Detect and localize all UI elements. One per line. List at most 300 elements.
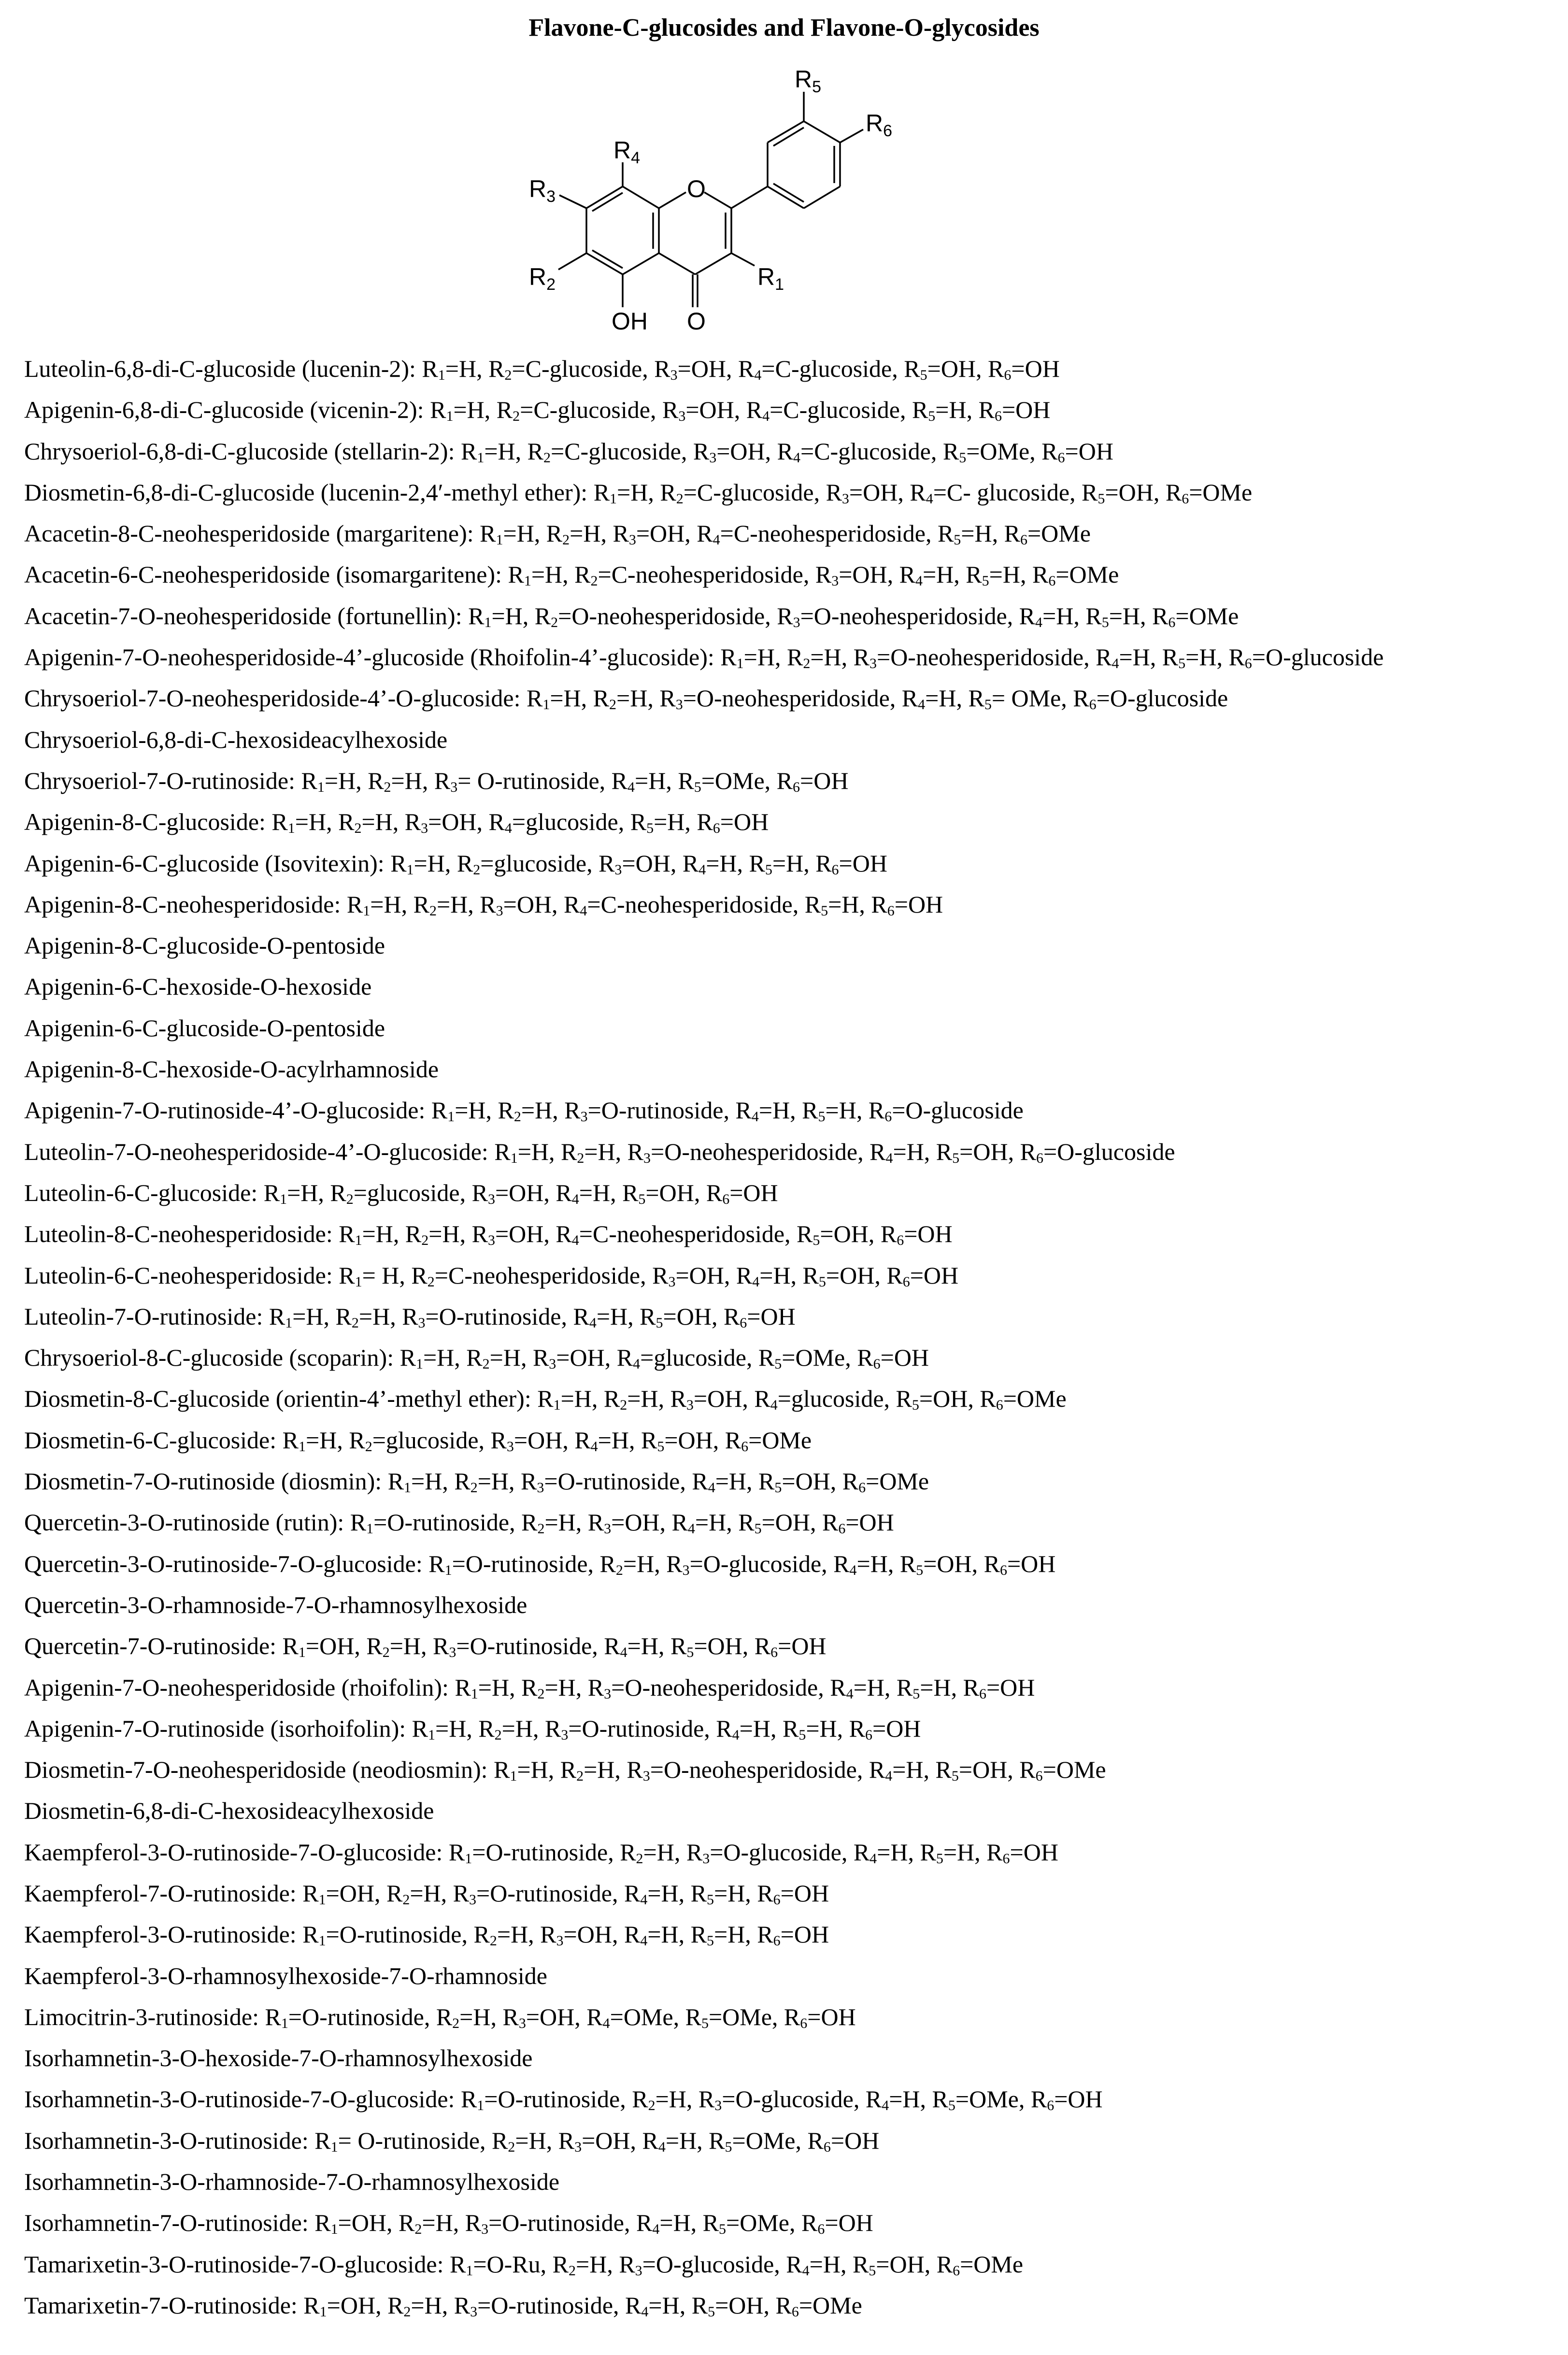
substituent-r4: OMe bbox=[623, 2003, 673, 2030]
substituent-r2: H bbox=[442, 1220, 460, 1248]
substituent-r3: O-rutinoside bbox=[582, 1714, 704, 1742]
compound-name: Diosmetin-7-O-neohesperidoside (neodiosmin): bbox=[24, 1756, 488, 1784]
substituent-r4: H bbox=[679, 2127, 697, 2154]
substituent-r3: OH bbox=[577, 1921, 612, 1948]
substituent-r6: OH bbox=[1068, 2085, 1103, 2113]
substituent-r4: H bbox=[936, 561, 954, 588]
compound-entry bbox=[24, 1588, 1383, 1629]
compound-entry: Diosmetin-6-C-glucoside: $R_1=H$, $R_2=glucoside$, $R_3=OH$, $R_4=H$, $R_5=OH$, $R_6=OMe$ bbox=[24, 1426, 812, 1455]
substituent-r5: H bbox=[1199, 643, 1217, 671]
substituent-r5: H bbox=[667, 808, 685, 836]
substituent-r6: OMe bbox=[879, 1468, 929, 1495]
substituent-r2: C-glucoside bbox=[564, 437, 681, 465]
substituent-r5: H bbox=[949, 396, 967, 424]
substituent-r4: H bbox=[870, 1550, 888, 1577]
compound-name: Chrysoeriol-6,8-di-C-hexosideacylhexoside bbox=[24, 726, 448, 753]
substituent-r1: OH bbox=[319, 1632, 355, 1660]
substituent-r4: H bbox=[719, 849, 737, 877]
substituent-r6: OMe bbox=[1202, 478, 1253, 506]
compound-entry: Apigenin-7-O-rutinoside (isorhoifolin): $R_1=H$, $R_2=H$, $R_3=O$-rutinoside, $R_4=H$, $R_5=H$, $R_6=OH$ bbox=[24, 1714, 921, 1743]
substituent-r3: O-rutinoside bbox=[471, 767, 599, 794]
substituent-r1: H bbox=[757, 643, 775, 671]
compound-name: Acacetin-6-C-neohesperidoside (isomargaritene): bbox=[24, 561, 502, 588]
substituent-r6: OH bbox=[733, 808, 769, 836]
substituent-r4: H bbox=[1132, 643, 1150, 671]
substituent-r6: OH bbox=[838, 2209, 873, 2237]
compound-name: Tamarixetin-7-O-rutinoside: bbox=[24, 2291, 298, 2319]
substituent-r4: H bbox=[902, 2085, 920, 2113]
substituent-r2: H bbox=[528, 2127, 546, 2154]
substituent-r3: O-neohesperidoside bbox=[664, 1138, 858, 1165]
substituent-r1: H bbox=[574, 1385, 592, 1413]
substituent-r5: OH bbox=[676, 1302, 712, 1330]
substituent-r2: H bbox=[558, 1673, 576, 1701]
substituent-r4: H bbox=[773, 1261, 791, 1289]
compound-entry: Diosmetin-6,8-di-C-glucoside (lucenin-2,4′-methyl ether): $R_1=H$, $R_2=C$-glucoside, $R_3=OH$, $R_4=C-$ glucoside, $R_5=OH$, $R_6=OMe$ bbox=[24, 478, 1253, 507]
substituent-r6: OH bbox=[1015, 396, 1051, 424]
substituent-r2: H bbox=[450, 890, 468, 918]
compound-entry: Apigenin-7-O-rutinoside-4’-O-glucoside: $R_1=H$, $R_2=H$, $R_3=O$-rutinoside, $R_4=H$, $R_5=H$, $R_6=O$-glucoside bbox=[24, 1097, 1024, 1125]
substituent-r3: OH bbox=[650, 520, 685, 547]
compound-entry: Luteolin-6-C-glucoside: $R_1=H$, $R_2=glucoside$, $R_3=OH$, $R_4=H$, $R_5=OH$, $R_6=OH$ bbox=[24, 1179, 778, 1207]
compound-name: Isorhamnetin-3-O-rutinoside-7-O-glucoside: bbox=[24, 2085, 455, 2113]
compound-entry: Chrysoeriol-8-C-glucoside (scoparin): $R_1=H$, $R_2=H$, $R_3=OH$, $R_4=glucoside$, $R_5=OMe$, $R_6=OH$ bbox=[24, 1344, 929, 1372]
flavone-core-structure bbox=[0, 0, 1568, 338]
substituent-r6: OH bbox=[794, 1879, 829, 1907]
substituent-r2: H bbox=[597, 1756, 615, 1784]
substituent-r6: OMe bbox=[1041, 520, 1091, 547]
compound-entry: Chrysoeriol-7-O-rutinoside: $R_1=H$, $R_2=H$, $R_3=$ O-rutinoside, $R_4=H$, $R_5=OMe$, $R_6=OH$ bbox=[24, 767, 849, 795]
substituent-r2: H bbox=[558, 1509, 576, 1536]
substituent-r2: H bbox=[473, 2003, 491, 2030]
compound-name: Quercetin-3-O-rutinoside-7-O-glucoside: bbox=[24, 1550, 423, 1577]
substituent-r5: H bbox=[786, 849, 804, 877]
substituent-r5: OMe bbox=[980, 437, 1030, 465]
substituent-r2: H bbox=[491, 1468, 509, 1495]
substituent-r1: O-rutinoside bbox=[387, 1509, 510, 1536]
substituent-r1: OH bbox=[340, 2291, 376, 2319]
substituent-r2: C-glucoside bbox=[697, 478, 814, 506]
substituent-r3: OH bbox=[516, 890, 552, 918]
compound-entry bbox=[24, 2041, 1383, 2082]
substituent-r3: OH bbox=[730, 437, 765, 465]
compound-entry: Apigenin-6,8-di-C-glucoside (vicenin-2): $R_1=H$, $R_2=C$-glucoside, $R_3=OH$, $R_4=C$-glucoside, $R_5=H$, $R_6=OH$ bbox=[24, 396, 1051, 425]
substituent-r6: OMe bbox=[1069, 561, 1119, 588]
r2-label: $R_2$ bbox=[529, 263, 556, 294]
substituent-r4: H bbox=[728, 1468, 746, 1495]
compound-name: Apigenin-6,8-di-C-glucoside (vicenin-2): bbox=[24, 396, 424, 424]
compound-name: Acacetin-7-O-neohesperidoside (fortunellin): bbox=[24, 602, 462, 629]
substituent-r6: OH bbox=[917, 1220, 953, 1248]
compound-name: Isorhamnetin-7-O-rutinoside: bbox=[24, 2209, 309, 2237]
compound-entry: Apigenin-8-C-neohesperidoside: $R_1=H$, $R_2=H$, $R_3=OH$, $R_4=C$-neohesperidoside, $R_5=H$, $R_6=OH$ bbox=[24, 890, 943, 919]
substituent-r6: OH bbox=[1025, 355, 1060, 382]
substituent-r1: H bbox=[384, 890, 401, 918]
compound-name: Isorhamnetin-3-O-rhamnoside-7-O-rhamnosylhexoside bbox=[24, 2168, 560, 2196]
substituent-r6: OMe bbox=[973, 2250, 1024, 2278]
compound-entry: Tamarixetin-3-O-rutinoside-7-O-glucoside: $R_1=O-Ru$, $R_2=H$, $R_3=O$-glucoside, $R_4=H$, $R_5=OH$, $R_6=OMe$ bbox=[24, 2250, 1024, 2279]
compound-entry: Diosmetin-7-O-rutinoside (diosmin): $R_1=H$, $R_2=H$, $R_3=O$-rutinoside, $R_4=H$, $R_5=OH$, $R_6=OMe$ bbox=[24, 1468, 929, 1496]
substituent-r6: OMe bbox=[762, 1426, 812, 1454]
substituent-r3: OH bbox=[707, 1385, 742, 1413]
compound-entry bbox=[24, 723, 1383, 764]
substituent-r6: OH bbox=[1021, 1550, 1056, 1577]
compound-name: Apigenin-7-O-rutinoside (isorhoifolin): bbox=[24, 1714, 406, 1742]
substituent-r5: OMe bbox=[722, 2003, 772, 2030]
substituent-r1: H bbox=[308, 808, 327, 836]
substituent-r6: OH bbox=[908, 890, 943, 918]
substituent-r2: H bbox=[404, 767, 422, 794]
compound-name: Quercetin-3-O-rhamnoside-7-O-rhamnosylhexoside bbox=[24, 1591, 527, 1618]
compound-name: Apigenin-7-O-neohesperidoside (rhoifolin): bbox=[24, 1673, 449, 1701]
substituent-r4: H bbox=[939, 685, 956, 712]
substituent-r4: C-neohesperidoside bbox=[592, 1220, 785, 1248]
substituent-r2: H bbox=[583, 520, 601, 547]
substituent-r3: O-neohesperidoside bbox=[625, 1673, 818, 1701]
substituent-r4: H bbox=[867, 1673, 884, 1701]
substituent-r4: C-glucoside bbox=[775, 355, 892, 382]
substituent-r2: H bbox=[669, 2085, 686, 2113]
hydroxyl-label: OH bbox=[612, 308, 648, 335]
compound-entry: Acacetin-8-C-neohesperidoside (margaritene): $R_1=H$, $R_2=H$, $R_3=OH$, $R_4=C$-neohesperidoside, $R_5=H$, $R_6=OMe$ bbox=[24, 520, 1091, 548]
compound-entry: Apigenin-7-O-neohesperidoside-4’-glucoside (Rhoifolin-4’-glucoside): $R_1=H$, $R_2=H$, $R_3=O$-neohesperidoside, $R_4=H$, $R_5=H$, $R_6=O$-glucoside bbox=[24, 643, 1384, 672]
substituent-r1: H bbox=[492, 1673, 510, 1701]
substituent-r2: H bbox=[423, 1879, 441, 1907]
substituent-r1: H bbox=[468, 1097, 486, 1124]
substituent-r2: H bbox=[656, 1838, 674, 1866]
substituent-r4: C- glucoside bbox=[946, 478, 1070, 506]
substituent-r3: OH bbox=[509, 1220, 544, 1248]
compound-name: Luteolin-7-O-rutinoside: bbox=[24, 1302, 263, 1330]
substituent-r3: O-neohesperidoside bbox=[663, 1756, 857, 1784]
compound-entry bbox=[24, 1959, 1383, 2000]
substituent-r6: OH bbox=[1000, 1673, 1035, 1701]
substituent-r3: OH bbox=[540, 2003, 575, 2030]
substituent-r1: H bbox=[458, 355, 477, 382]
compound-entry: Apigenin-7-O-neohesperidoside (rhoifolin): $R_1=H$, $R_2=H$, $R_3=O$-neohesperidoside, $R_4=H$, $R_5=H$, $R_6=OH$ bbox=[24, 1673, 1035, 1702]
compound-entry bbox=[24, 1794, 1383, 1835]
compound-name: Tamarixetin-3-O-rutinoside-7-O-glucoside: bbox=[24, 2250, 444, 2278]
substituent-r4: H bbox=[661, 1921, 679, 1948]
substituent-r3: OH bbox=[852, 561, 887, 588]
compound-entry bbox=[24, 2165, 1383, 2206]
substituent-r2: H bbox=[515, 1714, 533, 1742]
substituent-r3: O-rutinoside bbox=[502, 2209, 624, 2237]
substituent-r6: OH bbox=[859, 1509, 894, 1536]
substituent-r3: OH bbox=[699, 396, 734, 424]
substituent-r2: glucoside bbox=[385, 1426, 479, 1454]
carbonyl-oxygen-label: O bbox=[687, 308, 706, 335]
substituent-r3: O-rutinoside bbox=[490, 1879, 612, 1907]
substituent-r1: H bbox=[300, 1179, 318, 1206]
substituent-r2: C-glucoside bbox=[533, 396, 650, 424]
substituent-r3: O-rutinoside bbox=[439, 1302, 561, 1330]
substituent-r1: H bbox=[449, 1714, 467, 1742]
substituent-r1: H bbox=[375, 1261, 399, 1289]
substituent-r4: H bbox=[906, 1756, 924, 1784]
substituent-r6: O-glucoside bbox=[1266, 643, 1384, 671]
substituent-r6: OH bbox=[821, 2003, 856, 2030]
substituent-r5: OMe bbox=[714, 767, 765, 794]
substituent-r5: OH bbox=[840, 1261, 875, 1289]
compound-name: Diosmetin-6,8-di-C-glucoside (lucenin-2,4′-methyl ether): bbox=[24, 478, 588, 506]
substituent-r3: O-glucoside bbox=[735, 2085, 854, 2113]
compound-entry bbox=[24, 1052, 1383, 1093]
substituent-r4: H bbox=[772, 1097, 790, 1124]
substituent-r6: OH bbox=[813, 767, 849, 794]
substituent-r2: H bbox=[630, 685, 648, 712]
substituent-r2: H bbox=[637, 1550, 655, 1577]
substituent-r6: OH bbox=[844, 2127, 880, 2154]
compound-entry: Acacetin-7-O-neohesperidoside (fortunellin): $R_1=H$, $R_2=O$-neohesperidoside, $R_3=O$-neohesperidoside, $R_4=H$, $R_5=H$, $R_6=OMe$ bbox=[24, 602, 1239, 630]
substituent-r3: OH bbox=[527, 1426, 563, 1454]
substituent-r2: H bbox=[511, 1921, 528, 1948]
substituent-r3: O-glucoside bbox=[656, 2250, 774, 2278]
compound-entry: Luteolin-6-C-neohesperidoside: $R_1= H$, $R_2=C$-neohesperidoside, $R_3=OH$, $R_4=H$, $R_5=OH$, $R_6=OH$ bbox=[24, 1261, 959, 1290]
substituent-r4: C-neohesperidoside bbox=[733, 520, 926, 547]
substituent-r5: OH bbox=[941, 355, 976, 382]
substituent-r1: H bbox=[530, 1756, 548, 1784]
substituent-r5: OH bbox=[973, 1138, 1008, 1165]
compound-name: Diosmetin-6-C-glucoside: bbox=[24, 1426, 277, 1454]
compound-name: Apigenin-8-C-glucoside-O-pentoside bbox=[24, 932, 385, 959]
compound-entry: Acacetin-6-C-neohesperidoside (isomargaritene): $R_1=H$, $R_2=C$-neohesperidoside, $R_3=OH$, $R_4=H$, $R_5=H$, $R_6=OMe$ bbox=[24, 561, 1119, 589]
substituent-r1: O-Ru bbox=[486, 2250, 541, 2278]
compound-name: Apigenin-6-C-hexoside-O-hexoside bbox=[24, 973, 372, 1000]
substituent-r2: O-neohesperidoside bbox=[571, 602, 765, 629]
substituent-r5: OH bbox=[937, 1550, 972, 1577]
substituent-r4: H bbox=[662, 2291, 680, 2319]
compound-name: Apigenin-8-C-neohesperidoside: bbox=[24, 890, 341, 918]
substituent-r1: H bbox=[375, 1220, 393, 1248]
substituent-r3: O-rutinoside bbox=[491, 2291, 613, 2319]
r4-label: $R_4$ bbox=[613, 137, 641, 167]
substituent-r6: OMe bbox=[1056, 1756, 1106, 1784]
compound-entry: Isorhamnetin-7-O-rutinoside: $R_1=OH$, $R_2=H$, $R_3=O$-rutinoside, $R_4=H$, $R_5=OMe$, $R_6=OH$ bbox=[24, 2209, 873, 2238]
compound-name: Diosmetin-6,8-di-C-hexosideacylhexoside bbox=[24, 1797, 434, 1825]
substituent-r5: OMe bbox=[740, 2209, 789, 2237]
substituent-r4: H bbox=[709, 1509, 727, 1536]
substituent-r4: C-neohesperidoside bbox=[600, 890, 793, 918]
substituent-r2: H bbox=[535, 1097, 553, 1124]
compound-name: Chrysoeriol-8-C-glucoside (scoparin): bbox=[24, 1344, 394, 1371]
compound-entry: Luteolin-8-C-neohesperidoside: $R_1=H$, $R_2=H$, $R_3=OH$, $R_4=C$-neohesperidoside, $R_5=OH$, $R_6=OH$ bbox=[24, 1220, 953, 1249]
substituent-r4: H bbox=[823, 2250, 841, 2278]
compound-name: Kaempferol-3-O-rutinoside-7-O-glucoside: bbox=[24, 1838, 443, 1866]
substituent-r3: OH bbox=[442, 808, 477, 836]
substituent-r5: H bbox=[819, 1714, 837, 1742]
substituent-r1: O-rutinoside bbox=[465, 1550, 588, 1577]
compound-name: Chrysoeriol-7-O-neohesperidoside-4’-O-glucoside: bbox=[24, 685, 521, 712]
substituent-r5: OH bbox=[678, 1426, 713, 1454]
compound-name: Diosmetin-7-O-rutinoside (diosmin): bbox=[24, 1468, 382, 1495]
substituent-r1: H bbox=[427, 849, 445, 877]
substituent-r2: H bbox=[598, 1138, 615, 1165]
substituent-r6: OH bbox=[794, 1921, 829, 1948]
compound-entry: Kaempferol-3-O-rutinoside-7-O-glucoside: $R_1=O$-rutinoside, $R_2=H$, $R_3=O$-glucoside, $R_4=H$, $R_5=H$, $R_6=OH$ bbox=[24, 1838, 1058, 1867]
substituent-r5: OMe bbox=[745, 2127, 796, 2154]
compound-entry: Quercetin-3-O-rutinoside-7-O-glucoside: $R_1=O$-rutinoside, $R_2=H$, $R_3=O$-glucoside, $R_4=H$, $R_5=OH$, $R_6=OH$ bbox=[24, 1550, 1056, 1578]
compound-entry: Tamarixetin-7-O-rutinoside: $R_1=OH$, $R_2=H$, $R_3=O$-rutinoside, $R_4=H$, $R_5=OH$, $R_6=OMe$ bbox=[24, 2291, 862, 2320]
substituent-r4: H bbox=[1056, 602, 1074, 629]
substituent-r1: H bbox=[425, 1468, 442, 1495]
substituent-r5: OH bbox=[933, 1385, 968, 1413]
substituent-r4: H bbox=[906, 1138, 924, 1165]
substituent-r3: O-neohesperidoside bbox=[890, 643, 1084, 671]
substituent-r6: OH bbox=[743, 1179, 778, 1206]
substituent-r3: OH bbox=[595, 2127, 630, 2154]
substituent-r1: H bbox=[467, 396, 485, 424]
substituent-r2: H bbox=[372, 1302, 390, 1330]
substituent-r1: H bbox=[498, 437, 515, 465]
substituent-r3: O-neohesperidoside bbox=[813, 602, 1007, 629]
substituent-r2: H bbox=[589, 2250, 607, 2278]
substituent-r3: OH bbox=[570, 1344, 605, 1371]
compound-name: Apigenin-6-C-glucoside-O-pentoside bbox=[24, 1014, 385, 1042]
substituent-r4: C-glucoside bbox=[814, 437, 931, 465]
substituent-r3: O-glucoside bbox=[703, 1550, 822, 1577]
substituent-r2: C-neohesperidoside bbox=[448, 1261, 641, 1289]
substituent-r6: OH bbox=[894, 1344, 929, 1371]
compound-entry: Chrysoeriol-7-O-neohesperidoside-4’-O-glucoside: $R_1=H$, $R_2=H$, $R_3=O$-neohesperidoside, $R_4=H$, $R_5=$ OMe, $R_6=O$-glucoside bbox=[24, 685, 1228, 713]
compound-entry: Isorhamnetin-3-O-rutinoside-7-O-glucoside: $R_1=O$-rutinoside, $R_2=H$, $R_3=O$-glucoside, $R_4=H$, $R_5=OMe$, $R_6=OH$ bbox=[24, 2085, 1103, 2114]
substituent-r6: OH bbox=[1023, 1838, 1058, 1866]
substituent-r5: OH bbox=[707, 1632, 742, 1660]
compound-name: Apigenin-7-O-rutinoside-4’-O-glucoside: bbox=[24, 1097, 426, 1124]
compound-entry: Luteolin-7-O-rutinoside: $R_1=H$, $R_2=H$, $R_3=O$-rutinoside, $R_4=H$, $R_5=OH$, $R_6=OH$ bbox=[24, 1302, 796, 1331]
substituent-r5: H bbox=[841, 890, 859, 918]
substituent-r1: H bbox=[319, 1426, 337, 1454]
substituent-r6: OH bbox=[1078, 437, 1113, 465]
substituent-r4: H bbox=[648, 767, 666, 794]
compound-entry: Apigenin-6-C-glucoside (Isovitexin): $R_1=H$, $R_2=glucoside$, $R_3=OH$, $R_4=H$, $R_5=H$, $R_6=OH$ bbox=[24, 849, 887, 878]
substituent-r5: OH bbox=[795, 1468, 830, 1495]
substituent-r1: H bbox=[505, 602, 523, 629]
substituent-r4: H bbox=[641, 1632, 658, 1660]
substituent-r2: H bbox=[375, 808, 393, 836]
substituent-r3: OH bbox=[691, 355, 727, 382]
compound-entry: Quercetin-7-O-rutinoside: $R_1=OH$, $R_2=H$, $R_3=O$-rutinoside, $R_4=H$, $R_5=OH$, $R_6=OH$ bbox=[24, 1632, 827, 1661]
compound-name: Quercetin-3-O-rutinoside (rutin): bbox=[24, 1509, 344, 1536]
compound-name: Isorhamnetin-3-O-hexoside-7-O-rhamnosylhexoside bbox=[24, 2044, 533, 2072]
compound-entry: Diosmetin-8-C-glucoside (orientin-4’-methyl ether): $R_1=H$, $R_2=H$, $R_3=OH$, $R_4=glucoside$, $R_5=OH$, $R_6=OMe$ bbox=[24, 1385, 1067, 1413]
substituent-r5: OH bbox=[728, 2291, 764, 2319]
substituent-r2: C-glucoside bbox=[525, 355, 642, 382]
compound-name: Apigenin-7-O-neohesperidoside-4’-glucoside (Rhoifolin-4’-glucoside): bbox=[24, 643, 714, 671]
substituent-r4: H bbox=[673, 2209, 691, 2237]
substituent-r3: OH bbox=[635, 849, 670, 877]
substituent-r6: OMe bbox=[813, 2291, 862, 2319]
substituent-r4: C-glucoside bbox=[783, 396, 900, 424]
substituent-r4: H bbox=[753, 1714, 770, 1742]
compound-name: Chrysoeriol-7-O-rutinoside: bbox=[24, 767, 296, 794]
compound-entry: Luteolin-6,8-di-C-glucoside (lucenin-2): $R_1=H$, $R_2=C$-glucoside, $R_3=OH$, $R_4=C$-glucoside, $R_5=OH$, $R_6=OH$ bbox=[24, 355, 1060, 383]
substituent-r5: OH bbox=[775, 1509, 810, 1536]
compound-entry: Chrysoeriol-6,8-di-C-glucoside (stellarin-2): $R_1=H$, $R_2=C$-glucoside, $R_3=OH$, $R_4=C$-glucoside, $R_5=OMe$, $R_6=OH$ bbox=[24, 437, 1113, 466]
compound-name: Apigenin-6-C-glucoside (Isovitexin): bbox=[24, 849, 385, 877]
compound-entry bbox=[24, 1011, 1383, 1052]
substituent-r1: O-rutinoside bbox=[302, 2003, 424, 2030]
substituent-r5: OMe bbox=[969, 2085, 1019, 2113]
substituent-r3: O-rutinoside bbox=[470, 1632, 592, 1660]
substituent-r1: OH bbox=[351, 2209, 387, 2237]
substituent-r6: OMe bbox=[1016, 1385, 1067, 1413]
substituent-r4: H bbox=[890, 1838, 908, 1866]
substituent-r2: glucoside bbox=[494, 849, 587, 877]
figure-title: Flavone-C-glucosides and Flavone-O-glycosides bbox=[528, 14, 1040, 42]
substituent-r4: H bbox=[592, 1179, 611, 1206]
substituent-r3: OH bbox=[509, 1179, 544, 1206]
substituent-r5: H bbox=[1002, 561, 1020, 588]
substituent-r2: C-neohesperidoside bbox=[611, 561, 803, 588]
substituent-r5: OH bbox=[1118, 478, 1154, 506]
compound-name: Quercetin-7-O-rutinoside: bbox=[24, 1632, 277, 1660]
ring-oxygen-label: O bbox=[687, 175, 706, 202]
substituent-r4: glucoside bbox=[791, 1385, 884, 1413]
compound-list bbox=[24, 352, 1383, 2329]
substituent-r3: O-rutinoside bbox=[557, 1468, 680, 1495]
substituent-r6: OH bbox=[791, 1632, 827, 1660]
substituent-r4: H bbox=[610, 1302, 628, 1330]
substituent-r5: H bbox=[839, 1097, 856, 1124]
substituent-r4: glucoside bbox=[526, 808, 618, 836]
substituent-r1: H bbox=[630, 478, 648, 506]
substituent-r3: O-rutinoside bbox=[601, 1097, 724, 1124]
compound-entry bbox=[24, 928, 1383, 970]
substituent-r2: H bbox=[641, 1385, 658, 1413]
compound-name: Kaempferol-3-O-rutinoside: bbox=[24, 1921, 297, 1948]
compound-entry: Quercetin-3-O-rutinoside (rutin): $R_1=O$-rutinoside, $R_2=H$, $R_3=OH$, $R_4=H$, $R_5=OH$, $R_6=OH$ bbox=[24, 1509, 894, 1537]
substituent-r1: H bbox=[338, 767, 356, 794]
substituent-r2: H bbox=[824, 643, 841, 671]
substituent-r1: OH bbox=[339, 1879, 374, 1907]
substituent-r1: O-rutinoside bbox=[339, 1921, 462, 1948]
compound-name: Luteolin-8-C-neohesperidoside: bbox=[24, 1220, 333, 1248]
r1-label: $R_1$ bbox=[757, 263, 784, 294]
substituent-r5: H bbox=[1122, 602, 1140, 629]
r6-label: $R_6$ bbox=[866, 110, 893, 140]
substituent-r1: H bbox=[306, 1302, 324, 1330]
substituent-r6: OH bbox=[760, 1302, 796, 1330]
substituent-r2: H bbox=[503, 1344, 521, 1371]
substituent-r1: O-rutinoside bbox=[351, 2127, 480, 2154]
substituent-r5: OMe bbox=[1005, 685, 1061, 712]
compound-name: Luteolin-6-C-neohesperidoside: bbox=[24, 1261, 333, 1289]
compound-name: Chrysoeriol-6,8-di-C-glucoside (stellarin-2): bbox=[24, 437, 455, 465]
substituent-r5: H bbox=[974, 520, 992, 547]
compound-entry: Apigenin-8-C-glucoside: $R_1=H$, $R_2=H$, $R_3=OH$, $R_4=glucoside$, $R_5=H$, $R_6=OH$ bbox=[24, 808, 769, 837]
substituent-r5: OH bbox=[889, 2250, 925, 2278]
substituent-r2: glucoside bbox=[367, 1179, 460, 1206]
substituent-r2: H bbox=[424, 2291, 442, 2319]
substituent-r5: H bbox=[727, 1921, 745, 1948]
compound-entry: Kaempferol-3-O-rutinoside: $R_1=O$-rutinoside, $R_2=H$, $R_3=OH$, $R_4=H$, $R_5=H$, $R_6=OH$ bbox=[24, 1921, 829, 1949]
compound-entry bbox=[24, 970, 1383, 1011]
substituent-r3: O-neohesperidoside bbox=[696, 685, 890, 712]
substituent-r1: H bbox=[545, 561, 563, 588]
substituent-r4: glucoside bbox=[654, 1344, 746, 1371]
substituent-r2: H bbox=[403, 1632, 421, 1660]
substituent-r1: H bbox=[437, 1344, 455, 1371]
r3-label: $R_3$ bbox=[529, 175, 556, 206]
compound-name: Isorhamnetin-3-O-rutinoside: bbox=[24, 2127, 309, 2154]
substituent-r5: H bbox=[727, 1879, 745, 1907]
substituent-r3: OH bbox=[863, 478, 898, 506]
substituent-r1: H bbox=[563, 685, 581, 712]
substituent-r4: H bbox=[661, 1879, 679, 1907]
compound-name: Acacetin-8-C-neohesperidoside (margaritene): bbox=[24, 520, 474, 547]
compound-name: Diosmetin-8-C-glucoside (orientin-4’-methyl ether): bbox=[24, 1385, 531, 1413]
